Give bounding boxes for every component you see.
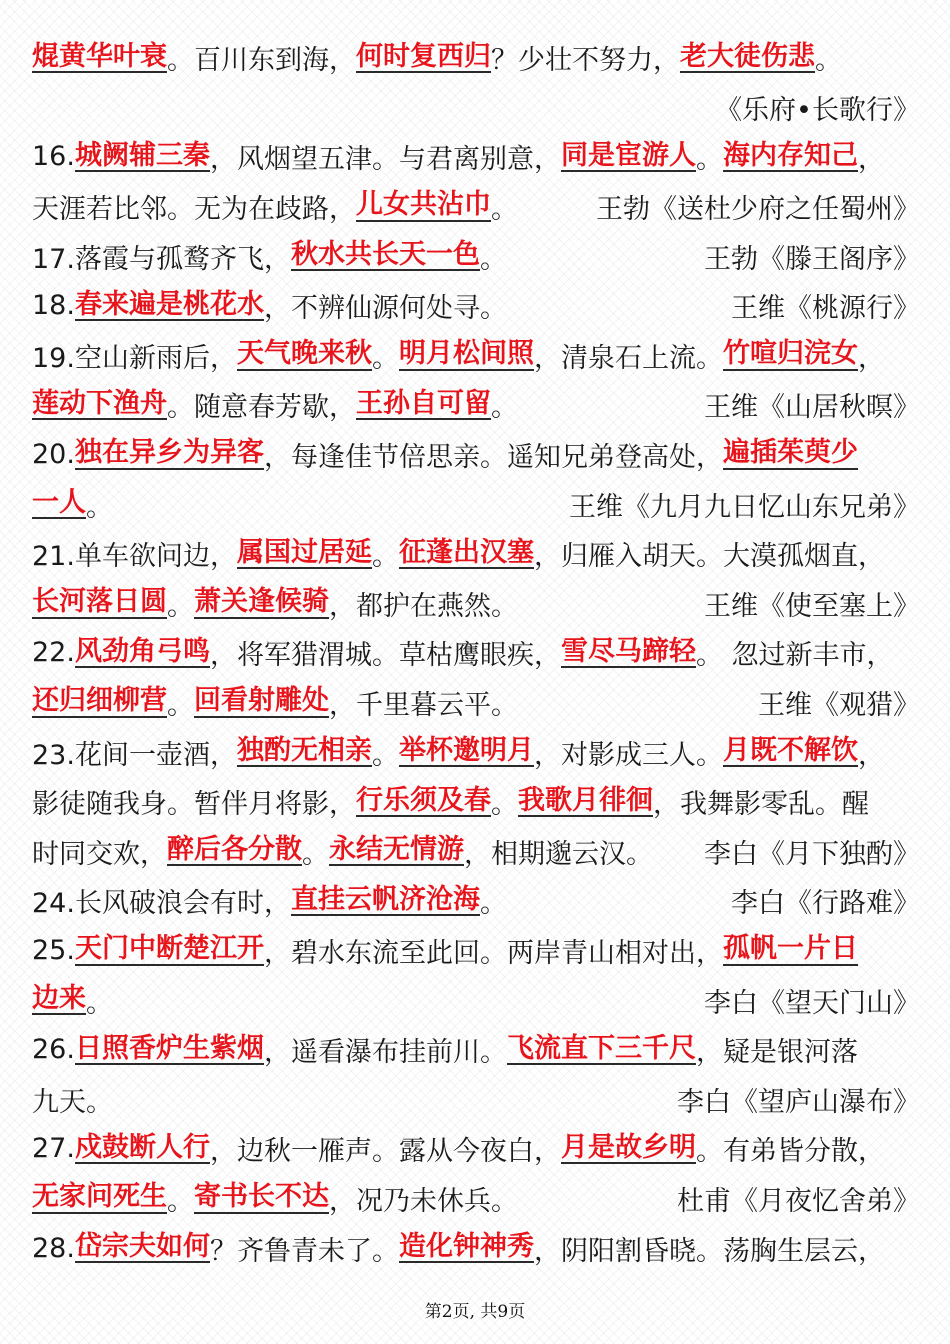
highlighted-phrase: 焜黄华叶衰 bbox=[32, 40, 167, 72]
highlighted-phrase: 月既不解饮 bbox=[722, 734, 858, 766]
highlighted-phrase: 独酌无相亲 bbox=[236, 734, 372, 766]
highlighted-phrase: 风劲角弓鸣 bbox=[74, 635, 210, 667]
text-segment: ， bbox=[857, 144, 885, 176]
text-segment: 李白《望天门山》 bbox=[704, 987, 920, 1019]
highlighted-phrase: 春来遍是桃花水 bbox=[74, 288, 264, 320]
text-segment: 。 bbox=[491, 392, 518, 424]
text-line bbox=[32, 182, 920, 232]
text-segment: 。 bbox=[479, 243, 507, 275]
text-segment: 九天。 bbox=[32, 1086, 113, 1118]
highlighted-phrase: 天气晚来秋 bbox=[236, 338, 372, 370]
text-line bbox=[32, 231, 920, 281]
text-line bbox=[32, 777, 920, 827]
text-line bbox=[32, 132, 920, 182]
highlighted-phrase: 同是宦游人 bbox=[560, 139, 696, 171]
text-segment: 22. bbox=[32, 637, 75, 669]
text-segment: 王维《山居秋暝》 bbox=[704, 392, 920, 424]
highlighted-phrase: 城阙辅三秦 bbox=[74, 139, 210, 171]
highlighted-phrase: 萧关逢候骑 bbox=[194, 586, 329, 618]
highlighted-phrase: 竹喧归浣女 bbox=[722, 338, 858, 370]
text-segment: 王维《桃源行》 bbox=[731, 293, 920, 325]
text-segment: 。 bbox=[167, 590, 194, 622]
text-segment: 19.空山新雨后， bbox=[32, 342, 237, 374]
highlighted-phrase: 我歌月徘徊 bbox=[518, 784, 653, 816]
text-segment: 。百川东到海， bbox=[167, 45, 356, 77]
highlighted-phrase: 行乐须及春 bbox=[356, 784, 491, 816]
highlighted-phrase: 儿女共沾巾 bbox=[356, 189, 491, 221]
highlighted-phrase: 醉后各分散 bbox=[167, 834, 302, 866]
text-line bbox=[32, 926, 920, 976]
text-segment: 。 忽过新丰市， bbox=[695, 640, 894, 672]
highlighted-phrase: 遍插茱萸少 bbox=[722, 437, 858, 469]
highlighted-phrase: 天门中断楚江开 bbox=[74, 933, 264, 965]
text-segment: ，疑是银河落 bbox=[695, 1037, 858, 1069]
text-segment: 。 bbox=[167, 690, 194, 722]
text-segment: 28. bbox=[32, 1232, 75, 1264]
text-line bbox=[32, 83, 920, 133]
text-segment: 18. bbox=[32, 290, 75, 322]
text-segment: ，每逢佳节倍思亲。遥知兄弟登高处， bbox=[263, 442, 723, 474]
text-line bbox=[32, 1074, 920, 1124]
text-line bbox=[32, 1223, 920, 1273]
text-segment: ，都护在燕然。 bbox=[329, 590, 518, 622]
highlighted-phrase: 孤帆一片日 bbox=[722, 933, 858, 965]
text-segment: 李白《行路难》 bbox=[731, 888, 920, 920]
highlighted-phrase: 何时复西归 bbox=[356, 40, 491, 72]
text-line bbox=[32, 380, 920, 430]
text-segment: 影徒随我身。暂伴月将影， bbox=[32, 789, 356, 821]
text-segment: ，清泉石上流。 bbox=[533, 342, 723, 374]
text-segment: 23.花间一壶酒， bbox=[32, 739, 237, 771]
text-segment: ，阴阳割昏晓。荡胸生层云， bbox=[533, 1235, 885, 1267]
highlighted-phrase: 寄书长不达 bbox=[194, 1181, 329, 1213]
text-line bbox=[32, 1124, 920, 1174]
text-segment: 。 bbox=[302, 838, 329, 870]
text-segment: ， bbox=[857, 342, 885, 374]
text-line bbox=[32, 1174, 920, 1224]
highlighted-phrase: 海内存知己 bbox=[722, 139, 858, 171]
text-segment: 。 bbox=[86, 491, 113, 523]
text-segment: 。 bbox=[695, 144, 723, 176]
text-segment: 王勃《滕王阁序》 bbox=[704, 243, 920, 275]
highlighted-phrase: 日照香炉生紫烟 bbox=[74, 1032, 264, 1064]
text-line bbox=[32, 628, 920, 678]
highlighted-phrase: 独在异乡为异客 bbox=[74, 437, 264, 469]
text-segment: 王勃《送杜少府之任蜀州》 bbox=[596, 194, 920, 226]
text-segment: ？齐鲁青未了。 bbox=[209, 1235, 399, 1267]
text-segment: 王维《观猎》 bbox=[758, 690, 920, 722]
text-segment: 。 bbox=[371, 739, 399, 771]
text-segment: 27. bbox=[32, 1133, 75, 1165]
highlighted-phrase: 莲动下渔舟 bbox=[32, 387, 167, 419]
highlighted-phrase: 月是故乡明 bbox=[560, 1131, 696, 1163]
text-line bbox=[32, 727, 920, 777]
text-segment: 16. bbox=[32, 141, 75, 173]
text-segment: 24.长风破浪会有时， bbox=[32, 888, 291, 920]
text-line bbox=[32, 281, 920, 331]
text-segment: ？少壮不努力， bbox=[491, 45, 680, 77]
text-segment: 王维《使至塞上》 bbox=[704, 590, 920, 622]
text-line bbox=[32, 479, 920, 529]
highlighted-phrase: 直挂云帆济沧海 bbox=[290, 883, 480, 915]
highlighted-phrase: 边来 bbox=[32, 982, 86, 1014]
highlighted-phrase: 王孙自可留 bbox=[356, 387, 491, 419]
text-segment: ，碧水东流至此回。两岸青山相对出， bbox=[263, 937, 723, 969]
text-line bbox=[32, 1025, 920, 1075]
text-segment: 20. bbox=[32, 439, 75, 471]
highlighted-phrase: 回看射雕处 bbox=[194, 685, 329, 717]
highlighted-phrase: 属国过居延 bbox=[236, 536, 372, 568]
highlighted-phrase: 老大徒伤悲 bbox=[680, 40, 815, 72]
highlighted-phrase: 征蓬出汉塞 bbox=[398, 536, 534, 568]
text-line bbox=[32, 579, 920, 629]
text-segment: ，千里暮云平。 bbox=[329, 690, 518, 722]
text-segment: 李白《月下独酌》 bbox=[704, 838, 920, 870]
text-segment: 《乐府•长歌行》 bbox=[715, 94, 920, 126]
highlighted-phrase: 永结无情游 bbox=[329, 834, 464, 866]
text-line bbox=[32, 876, 920, 926]
poem-document bbox=[32, 33, 920, 1273]
text-segment: 李白《望庐山瀑布》 bbox=[677, 1086, 920, 1118]
highlighted-phrase: 飞流直下三千尺 bbox=[506, 1032, 696, 1064]
highlighted-phrase: 雪尽马蹄轻 bbox=[560, 635, 696, 667]
highlighted-phrase: 岱宗夫如何 bbox=[74, 1230, 210, 1262]
text-segment: 。 bbox=[491, 194, 518, 226]
text-segment: 天涯若比邻。无为在歧路， bbox=[32, 194, 356, 226]
text-segment: 王维《九月九日忆山东兄弟》 bbox=[569, 491, 920, 523]
text-line bbox=[32, 529, 920, 579]
text-segment: 。 bbox=[371, 342, 399, 374]
text-segment: 时同交欢， bbox=[32, 838, 167, 870]
text-segment: 。 bbox=[167, 1185, 194, 1217]
highlighted-phrase: 一人 bbox=[32, 486, 86, 518]
highlighted-phrase: 还归细柳营 bbox=[32, 685, 167, 717]
text-segment: 。有弟皆分散， bbox=[695, 1136, 885, 1168]
highlighted-phrase: 无家问死生 bbox=[32, 1181, 167, 1213]
text-segment: ，遥看瀑布挂前川。 bbox=[263, 1037, 507, 1069]
text-segment: ，不辨仙源何处寻。 bbox=[263, 293, 507, 325]
text-line bbox=[32, 975, 920, 1025]
text-segment: 21.单车欲问边， bbox=[32, 541, 237, 573]
text-line bbox=[32, 430, 920, 480]
text-segment: ，我舞影零乱。醒 bbox=[653, 789, 869, 821]
text-segment: ，风烟望五津。与君离别意， bbox=[209, 144, 561, 176]
text-segment: 。 bbox=[371, 541, 399, 573]
text-segment: ，将军猎渭城。草枯鹰眼疾， bbox=[209, 640, 561, 672]
highlighted-phrase: 明月松间照 bbox=[398, 338, 534, 370]
highlighted-phrase: 戍鼓断人行 bbox=[74, 1131, 210, 1163]
text-line bbox=[32, 331, 920, 381]
highlighted-phrase: 造化钟神秀 bbox=[398, 1230, 534, 1262]
text-segment: 杜甫《月夜忆舍弟》 bbox=[677, 1185, 920, 1217]
text-segment: ，边秋一雁声。露从今夜白， bbox=[209, 1136, 561, 1168]
highlighted-phrase: 举杯邀明月 bbox=[398, 734, 534, 766]
text-segment: 。 bbox=[479, 888, 507, 920]
text-segment: 。 bbox=[815, 45, 842, 77]
page-footer: 第2页, 共9页 bbox=[424, 1302, 526, 1322]
text-line bbox=[32, 827, 920, 877]
text-segment: ，归雁入胡天。大漠孤烟直， bbox=[533, 541, 885, 573]
text-segment: 。随意春芳歇， bbox=[167, 392, 356, 424]
highlighted-phrase: 秋水共长天一色 bbox=[290, 239, 480, 270]
text-line bbox=[32, 33, 920, 83]
text-segment: 。 bbox=[86, 987, 113, 1019]
text-line bbox=[32, 678, 920, 728]
text-segment: ，相期邈云汉。 bbox=[464, 838, 653, 870]
text-segment: ，对影成三人。 bbox=[533, 739, 723, 771]
highlighted-phrase: 长河落日圆 bbox=[32, 586, 167, 618]
text-segment: 26. bbox=[32, 1034, 75, 1066]
text-segment: ，况乃未休兵。 bbox=[329, 1185, 518, 1217]
text-segment: 17.落霞与孤鹜齐飞， bbox=[32, 243, 291, 275]
text-segment: ， bbox=[857, 739, 885, 771]
text-segment: 。 bbox=[491, 789, 518, 821]
text-segment: 25. bbox=[32, 934, 75, 966]
